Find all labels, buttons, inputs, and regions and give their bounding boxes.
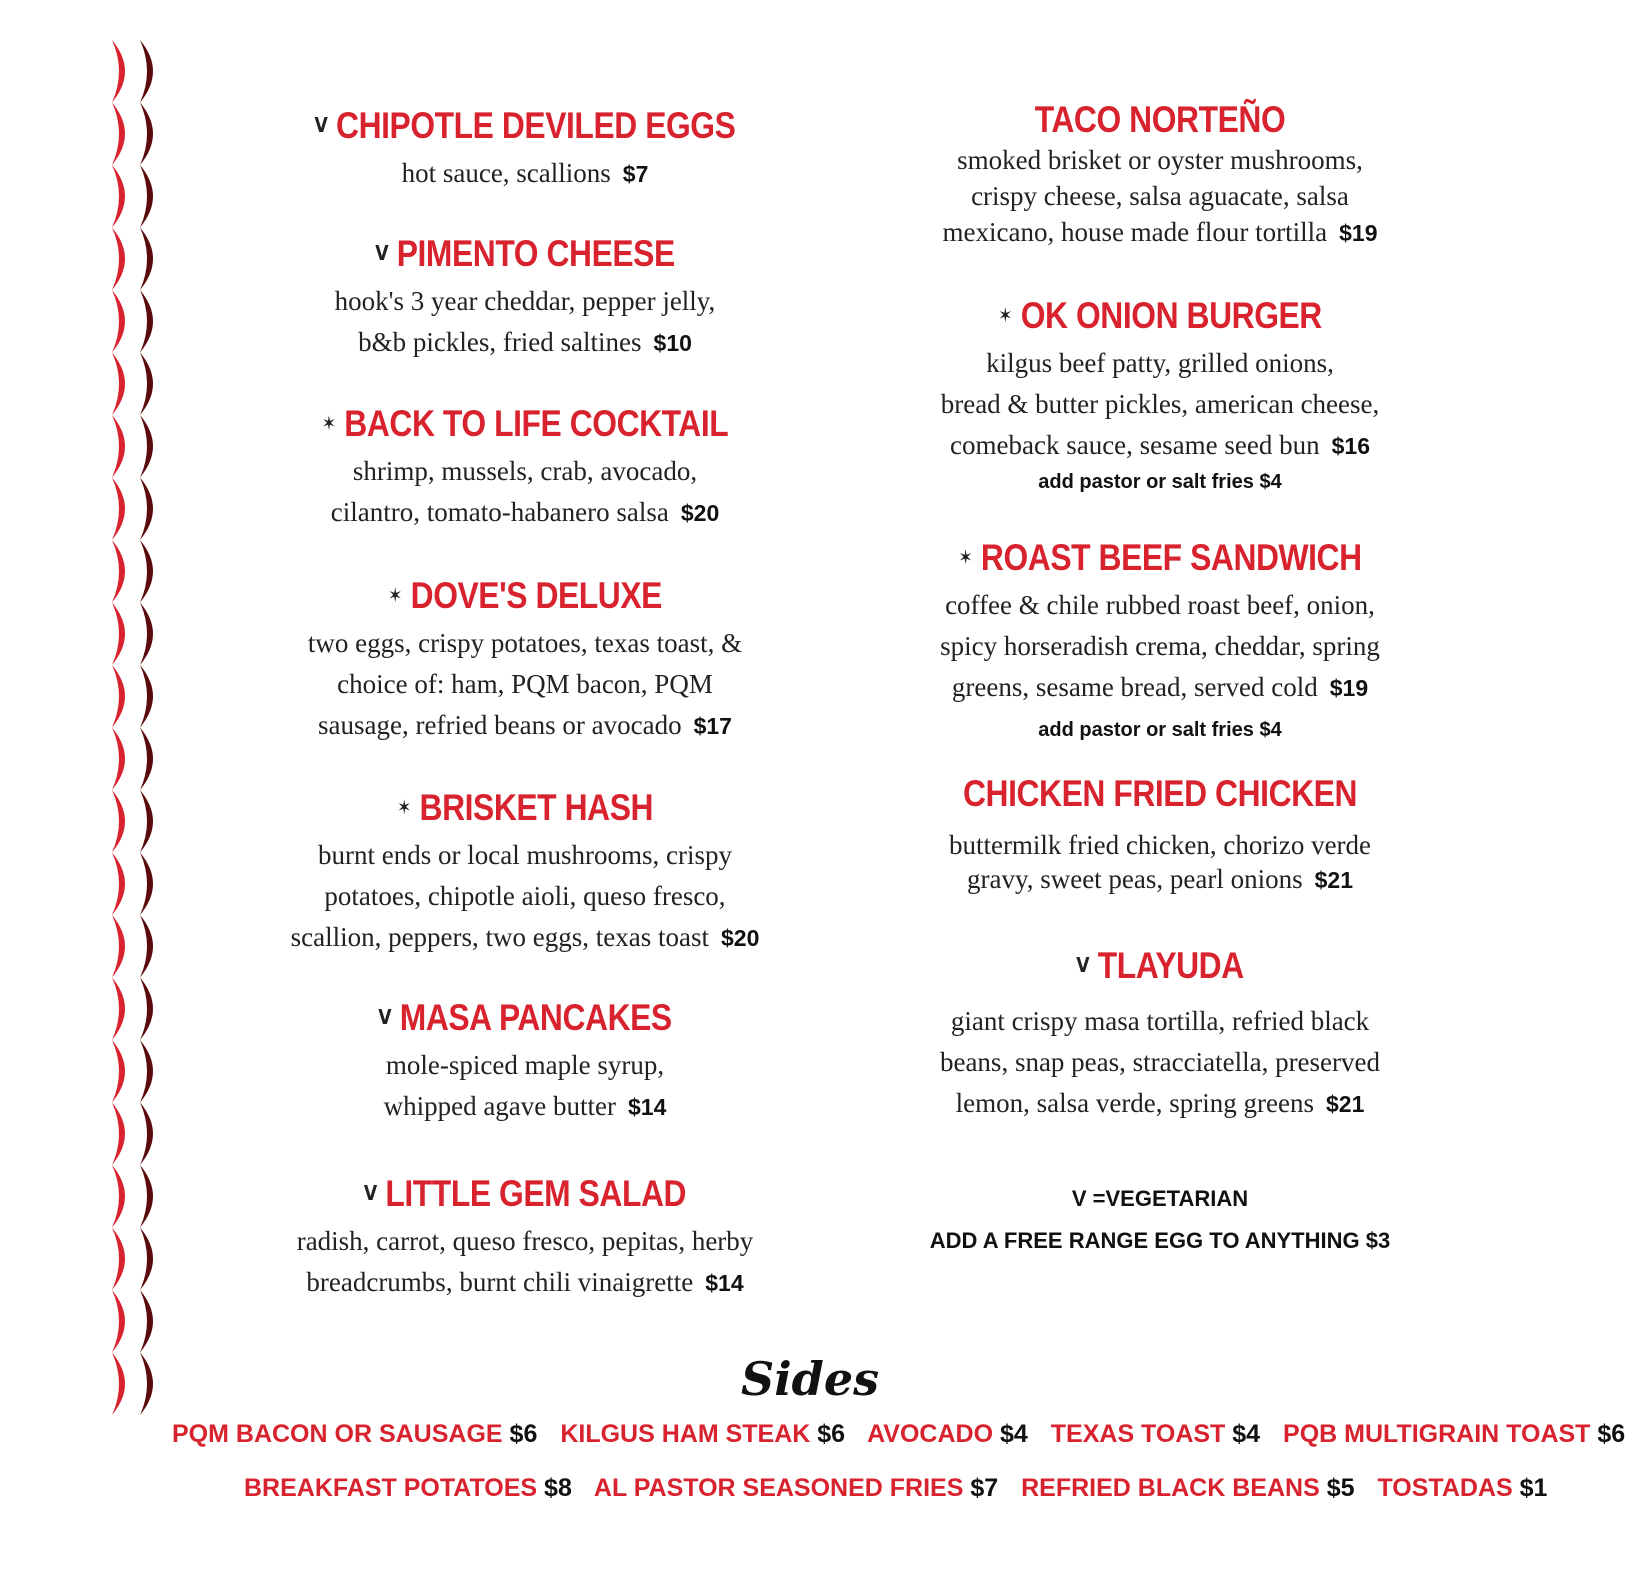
item-description: beans, snap peas, stracciatella, preserved	[939, 1047, 1381, 1077]
item-description: shrimp, mussels, crab, avocado,	[352, 456, 698, 486]
add-on-note: add pastor or salt fries $4	[1038, 471, 1282, 493]
side-name: REFRIED BLACK BEANS	[1021, 1474, 1320, 1502]
scallop-dark	[140, 1290, 153, 1353]
scallop-red	[112, 290, 125, 353]
item-price: $16	[1331, 433, 1370, 459]
item-title: PIMENTO CHEESE	[396, 233, 675, 274]
menu-item-brisket-hash	[250, 786, 800, 959]
item-description: kilgus beef patty, grilled onions,	[986, 348, 1334, 378]
scallop-red	[112, 1228, 125, 1291]
scallop-red	[112, 478, 125, 541]
side-name: KILGUS HAM STEAK	[560, 1420, 811, 1448]
item-description: coffee & chile rubbed roast beef, onion,	[945, 590, 1375, 620]
item-price: $19	[1339, 220, 1378, 246]
scallop-red	[112, 40, 125, 103]
star-marker-icon: ✶	[998, 303, 1013, 327]
item-price: $19	[1329, 675, 1369, 701]
item-description: radish, carrot, queso fresco, pepitas, herby	[296, 1226, 754, 1256]
item-price: $21	[1326, 1091, 1365, 1117]
side-price: $7	[970, 1474, 999, 1502]
side-price: $6	[509, 1420, 538, 1448]
scallop-dark	[140, 978, 153, 1041]
menu-item-pimento-cheese	[250, 232, 800, 364]
item-description: two eggs, crispy potatoes, texas toast, &	[307, 628, 743, 658]
item-description: greens, sesame bread, served cold	[951, 672, 1318, 702]
item-description: choice of: ham, PQM bacon, PQM	[337, 669, 713, 699]
vegetarian-marker-icon: V	[363, 1181, 377, 1205]
add-egg-note: ADD A FREE RANGE EGG TO ANYTHING $3	[929, 1228, 1391, 1253]
item-price: $20	[721, 925, 760, 951]
scallop-dark	[140, 290, 153, 353]
item-description: bread & butter pickles, american cheese,	[940, 389, 1380, 419]
scallop-dark	[140, 478, 153, 541]
item-description: crispy cheese, salsa aguacate, salsa	[971, 181, 1349, 211]
vegetarian-legend: V =VEGETARIAN	[1071, 1186, 1249, 1211]
side-price: $5	[1326, 1474, 1355, 1502]
scallop-red	[112, 228, 125, 291]
item-title: BACK TO LIFE COCKTAIL	[344, 403, 729, 444]
vegetarian-marker-icon: V	[375, 241, 389, 265]
sides-heading: Sides	[740, 1352, 880, 1406]
item-price: $14	[705, 1270, 744, 1296]
scallop-dark	[140, 415, 153, 478]
scallop-dark	[140, 540, 153, 603]
item-description: whipped agave butter	[383, 1091, 617, 1121]
side-name: PQM BACON OR SAUSAGE	[172, 1420, 503, 1448]
item-title: CHIPOTLE DEVILED EGGS	[336, 105, 736, 146]
item-description: mole-spiced maple syrup,	[385, 1050, 665, 1080]
side-name: PQB MULTIGRAIN TOAST	[1283, 1420, 1591, 1448]
item-title: CHICKEN FRIED CHICKEN	[962, 773, 1358, 814]
item-title: BRISKET HASH	[419, 787, 654, 828]
vegetarian-marker-icon: V	[314, 113, 328, 137]
scallop-dark	[140, 1165, 153, 1228]
scallop-dark	[140, 1040, 153, 1103]
scallop-red	[112, 1165, 125, 1228]
menu-item-doves-deluxe	[250, 574, 800, 747]
item-description: b&b pickles, fried saltines	[358, 327, 642, 357]
item-title: ROAST BEEF SANDWICH	[980, 537, 1362, 578]
scallop-red	[112, 103, 125, 166]
item-description: breadcrumbs, burnt chili vinaigrette	[306, 1267, 694, 1297]
side-price: $4	[1000, 1420, 1028, 1448]
scallop-red	[112, 1103, 125, 1166]
item-price: $20	[680, 500, 720, 526]
menu-item-back-to-life-cocktail	[250, 402, 800, 534]
scallop-dark	[140, 228, 153, 291]
scallop-red	[112, 790, 125, 853]
item-description: spicy horseradish crema, cheddar, spring	[940, 631, 1380, 661]
vegetarian-marker-icon: V	[1076, 953, 1090, 977]
item-price: $21	[1314, 867, 1354, 893]
menu-item-ok-onion-burger	[880, 294, 1440, 497]
menu-item-tlayuda	[880, 944, 1440, 1125]
item-description: gravy, sweet peas, pearl onions	[966, 864, 1303, 894]
side-name: TEXAS TOAST	[1050, 1420, 1226, 1448]
item-description: mexicano, house made flour tortilla	[942, 217, 1328, 247]
side-price: $4	[1232, 1420, 1261, 1448]
item-title: DOVE'S DELUXE	[410, 575, 662, 616]
scallop-dark	[140, 790, 153, 853]
item-description: buttermilk fried chicken, chorizo verde	[948, 830, 1372, 860]
item-description: hook's 3 year cheddar, pepper jelly,	[334, 286, 716, 316]
scallop-red	[112, 665, 125, 728]
sides-row-1	[172, 1420, 1641, 1449]
item-description: cilantro, tomato-habanero salsa	[330, 497, 669, 527]
scallop-dark	[140, 1228, 153, 1291]
item-title: TACO NORTEÑO	[1034, 99, 1286, 140]
sides-row-2	[244, 1474, 1563, 1503]
item-price: $10	[653, 330, 692, 356]
scallop-dark	[140, 103, 153, 166]
vegetarian-marker-icon: V	[378, 1005, 392, 1029]
scallop-red	[112, 1040, 125, 1103]
side-name: BREAKFAST POTATOES	[244, 1474, 538, 1502]
side-name: AVOCADO	[867, 1420, 994, 1448]
item-price: $7	[622, 161, 649, 187]
star-marker-icon: ✶	[321, 411, 336, 435]
side-price: $6	[817, 1420, 846, 1448]
scallop-dark	[140, 1103, 153, 1166]
star-marker-icon: ✶	[388, 583, 403, 607]
side-name: AL PASTOR SEASONED FRIES	[593, 1474, 964, 1502]
item-title: OK ONION BURGER	[1020, 295, 1322, 336]
scallop-dark	[140, 665, 153, 728]
scallop-red	[112, 728, 125, 791]
item-price: $14	[628, 1094, 667, 1120]
scalloped-border	[108, 40, 170, 1428]
item-title: MASA PANCAKES	[399, 997, 672, 1038]
item-title: TLAYUDA	[1097, 945, 1244, 986]
menu-item-taco-norteno	[880, 98, 1440, 251]
menu-item-little-gem-salad	[250, 1172, 800, 1304]
scallop-dark	[140, 603, 153, 666]
menu-item-chicken-fried-chicken	[880, 772, 1440, 897]
side-price: $1	[1519, 1474, 1548, 1502]
item-title: LITTLE GEM SALAD	[385, 1173, 687, 1214]
scallop-dark	[140, 853, 153, 916]
item-description: burnt ends or local mushrooms, crispy	[318, 840, 732, 870]
side-price: $6	[1597, 1420, 1626, 1448]
item-description: hot sauce, scallions	[401, 158, 611, 188]
scallop-red	[112, 165, 125, 228]
item-description: lemon, salsa verde, spring greens	[955, 1088, 1315, 1118]
star-marker-icon: ✶	[958, 545, 973, 569]
scallop-red	[112, 540, 125, 603]
item-description: sausage, refried beans or avocado	[318, 710, 682, 740]
scallop-red	[112, 415, 125, 478]
side-price: $8	[544, 1474, 572, 1502]
scallop-dark	[140, 40, 153, 103]
item-description: giant crispy masa tortilla, refried black	[950, 1006, 1370, 1036]
scallop-dark	[140, 915, 153, 978]
menu-item-chipotle-deviled-eggs	[250, 104, 800, 195]
item-description: potatoes, chipotle aioli, queso fresco,	[324, 881, 726, 911]
scallop-dark	[140, 728, 153, 791]
scallop-red	[112, 1290, 125, 1353]
side-name: TOSTADAS	[1377, 1474, 1513, 1502]
scallop-red	[112, 603, 125, 666]
item-description: comeback sauce, sesame seed bun	[950, 430, 1320, 460]
scallop-dark	[140, 165, 153, 228]
item-description: scallion, peppers, two eggs, texas toast	[290, 922, 710, 952]
menu-item-masa-pancakes	[250, 996, 800, 1128]
scallop-dark	[140, 353, 153, 416]
scallop-red	[112, 353, 125, 416]
item-price: $17	[693, 713, 732, 739]
menu-item-roast-beef-sandwich	[880, 536, 1440, 745]
add-on-note: add pastor or salt fries $4	[1038, 719, 1282, 741]
scallop-red	[112, 915, 125, 978]
scallop-red	[112, 853, 125, 916]
item-description: smoked brisket or oyster mushrooms,	[957, 145, 1363, 175]
star-marker-icon: ✶	[396, 795, 411, 819]
scallop-red	[112, 978, 125, 1041]
